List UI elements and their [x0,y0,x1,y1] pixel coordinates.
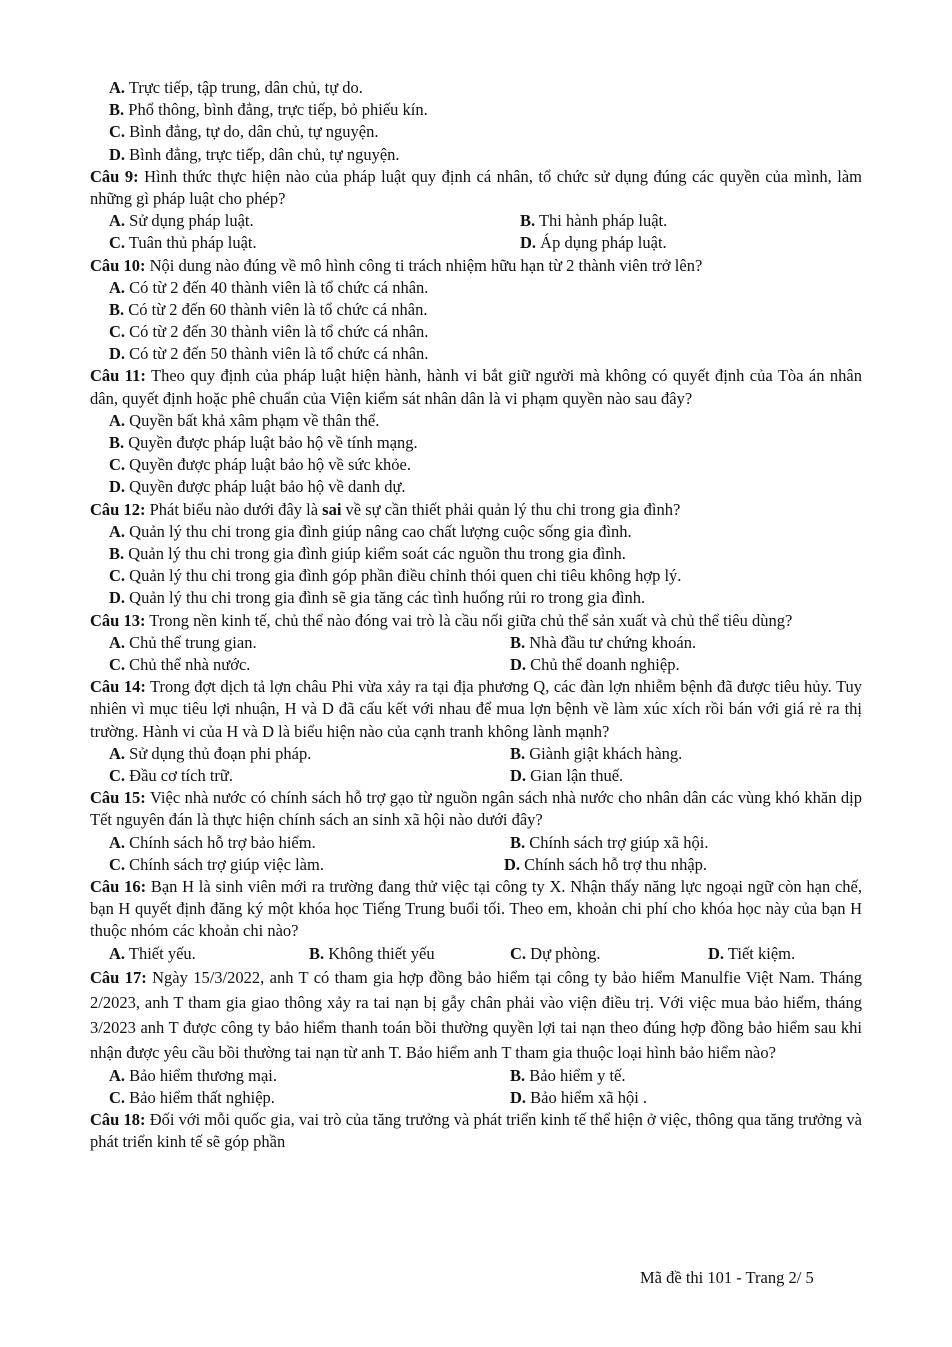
question-15: Câu 15: Việc nhà nước có chính sách hỗ trợ gạo từ nguồn ngân sách nhà nước cho nhân dân các vùng khó khăn dịp Tết nguyên đán là thực hiện chính sách an sinh xã hội nào dưới đây? [90,788,862,830]
option-c: C. Đầu cơ tích trữ. [109,765,233,785]
option-row [90,743,862,765]
option-a: A. Chính sách hỗ trợ bảo hiểm. [109,832,316,852]
option-b: B. Giành giật khách hàng. [510,743,683,763]
option-b: B. Phổ thông, bình đẳng, trực tiếp, bỏ phiếu kín. [109,100,428,120]
option-d: D. Bảo hiểm xã hội . [510,1087,648,1107]
option-d: D. Bình đẳng, trực tiếp, dân chủ, tự nguyện. [109,144,400,164]
option-row [90,1087,862,1109]
option-c: C. Tuân thủ pháp luật. [109,233,257,253]
option-c: C. Chủ thể nhà nước. [109,654,251,674]
option-b: B. Thi hành pháp luật. [520,211,668,231]
option-c: C. Quản lý thu chi trong gia đình góp phần điều chỉnh thói quen chi tiêu không hợp lý. [109,566,682,586]
option-row [90,854,862,876]
option-a: A. Trực tiếp, tập trung, dân chủ, tự do. [109,78,363,97]
option-row [90,232,862,254]
option-b: B. Quyền được pháp luật bảo hộ về tính mạng. [109,433,418,453]
option-a: A. Sử dụng pháp luật. [109,211,254,231]
question-16: Câu 16: Bạn H là sinh viên mới ra trường đang thử việc tại công ty X. Nhận thấy năng lực ngoại ngữ còn hạn chế, bạn H quyết định đăng ký một khóa học Tiếng Trung buổi tối. Theo em, khoản chi phí cho khóa học này của bạn H thuộc nhóm các khoản chi nào? [90,876,862,941]
option-c: C. Có từ 2 đến 30 thành viên là tổ chức cá nhân. [109,322,429,342]
option-d: D. Có từ 2 đến 50 thành viên là tổ chức cá nhân. [109,344,429,364]
option-c: C. Chính sách trợ giúp việc làm. [109,854,324,874]
option-c: C. Bình đẳng, tự do, dân chủ, tự nguyện. [109,122,379,142]
option-a: A. Chủ thể trung gian. [109,632,257,652]
option-a: A. Có từ 2 đến 40 thành viên là tổ chức cá nhân. [109,277,429,297]
option-b: B. Không thiết yếu [309,943,435,963]
option-b: B. Có từ 2 đến 60 thành viên là tổ chức cá nhân. [109,299,428,319]
option-d: D. Áp dụng pháp luật. [520,233,667,253]
option-row [90,943,862,965]
page-footer: Mã đề thi 101 - Trang 2/ 5 [640,1268,814,1287]
option-b: B. Nhà đầu tư chứng khoán. [510,632,697,652]
option-row [90,1065,862,1087]
question-12: Câu 12: Phát biểu nào dưới đây là sai về sự cần thiết phải quản lý thu chi trong gia đình? [90,499,681,519]
option-row [90,210,862,232]
option-c: C. Dự phòng. [510,943,601,963]
option-b: B. Bảo hiểm y tế. [510,1065,626,1085]
option-c: C. Quyền được pháp luật bảo hộ về sức khỏe. [109,455,412,475]
option-a: A. Thiết yếu. [109,943,196,963]
option-b: B. Quản lý thu chi trong gia đình giúp kiểm soát các nguồn thu trong gia đình. [109,544,626,564]
option-c: C. Bảo hiểm thất nghiệp. [109,1087,275,1107]
question-13: Câu 13: Trong nền kinh tế, chủ thể nào đóng vai trò là cầu nối giữa chủ thể sản xuất và chủ thể tiêu dùng? [90,610,793,630]
option-a: A. Sử dụng thủ đoạn phi pháp. [109,743,312,763]
option-row [90,832,862,854]
option-row [90,765,862,787]
option-a: A. Quyền bất khả xâm phạm về thân thể. [109,410,380,430]
option-a: A. Bảo hiểm thương mại. [109,1065,277,1085]
option-d: D. Chính sách hỗ trợ thu nhập. [504,854,708,874]
option-d: D. Tiết kiệm. [708,943,796,963]
option-b: B. Chính sách trợ giúp xã hội. [510,832,709,852]
option-d: D. Quyền được pháp luật bảo hộ về danh dự. [109,477,406,497]
exam-page [90,77,862,1154]
question-18: Câu 18: Đối với mỗi quốc gia, vai trò của tăng trưởng và phát triển kinh tế thể hiện ở việc, thông qua tăng trưởng và phát triển kinh tế sẽ góp phần [90,1110,862,1152]
question-11: Câu 11: Theo quy định của pháp luật hiện hành, hành vi bắt giữ người mà không có quyết định của Tòa án nhân dân, quyết định hoặc phê chuẩn của Viện kiểm sát nhân dân là vi phạm quyền nào sau đây? [90,366,862,408]
question-9: Câu 9: Hình thức thực hiện nào của pháp luật quy định cá nhân, tổ chức sử dụng đúng các quyền của mình, làm những gì pháp luật cho phép? [90,166,862,208]
option-row [90,632,862,654]
option-d: D. Gian lận thuế. [510,765,624,785]
question-14: Câu 14: Trong đợt dịch tả lợn châu Phi vừa xảy ra tại địa phương Q, các đàn lợn nhiễm bệnh đã được tiêu hủy. Tuy nhiên vì mục tiêu lợi nhuận, H và D đã cấu kết với nhau để mua lợn bệnh về làm xúc xích rồi bán với giá rẻ ra thị trường. Hành vi của H và D là biểu hiện nào của cạnh tranh không lành mạnh? [90,677,862,741]
question-17: Câu 17: Ngày 15/3/2022, anh T có tham gia hợp đồng bảo hiểm tại công ty bảo hiểm Manulfie Việt Nam. Tháng 2/2023, anh T tham gia giao thông xảy ra tai nạn bị gẫy chân phải vào viện điều trị. Với việc mua bảo hiểm, tháng 3/2023 anh T được công ty bảo hiểm thanh toán bồi thường quyền lợi tai nạn theo đúng hợp đồng bảo hiểm sau khi nhận được yêu cầu bồi thường tai nạn từ anh T. Bảo hiểm anh T tham gia thuộc loại hình bảo hiểm nào? [90,967,862,1062]
option-d: D. Quản lý thu chi trong gia đình sẽ gia tăng các tình huống rủi ro trong gia đình. [109,588,646,608]
option-d: D. Chủ thể doanh nghiệp. [510,654,680,674]
option-row [90,654,862,676]
question-10: Câu 10: Nội dung nào đúng về mô hình công ti trách nhiệm hữu hạn từ 2 thành viên trở lên? [90,255,703,275]
option-a: A. Quản lý thu chi trong gia đình giúp nâng cao chất lượng cuộc sống gia đình. [109,521,632,541]
